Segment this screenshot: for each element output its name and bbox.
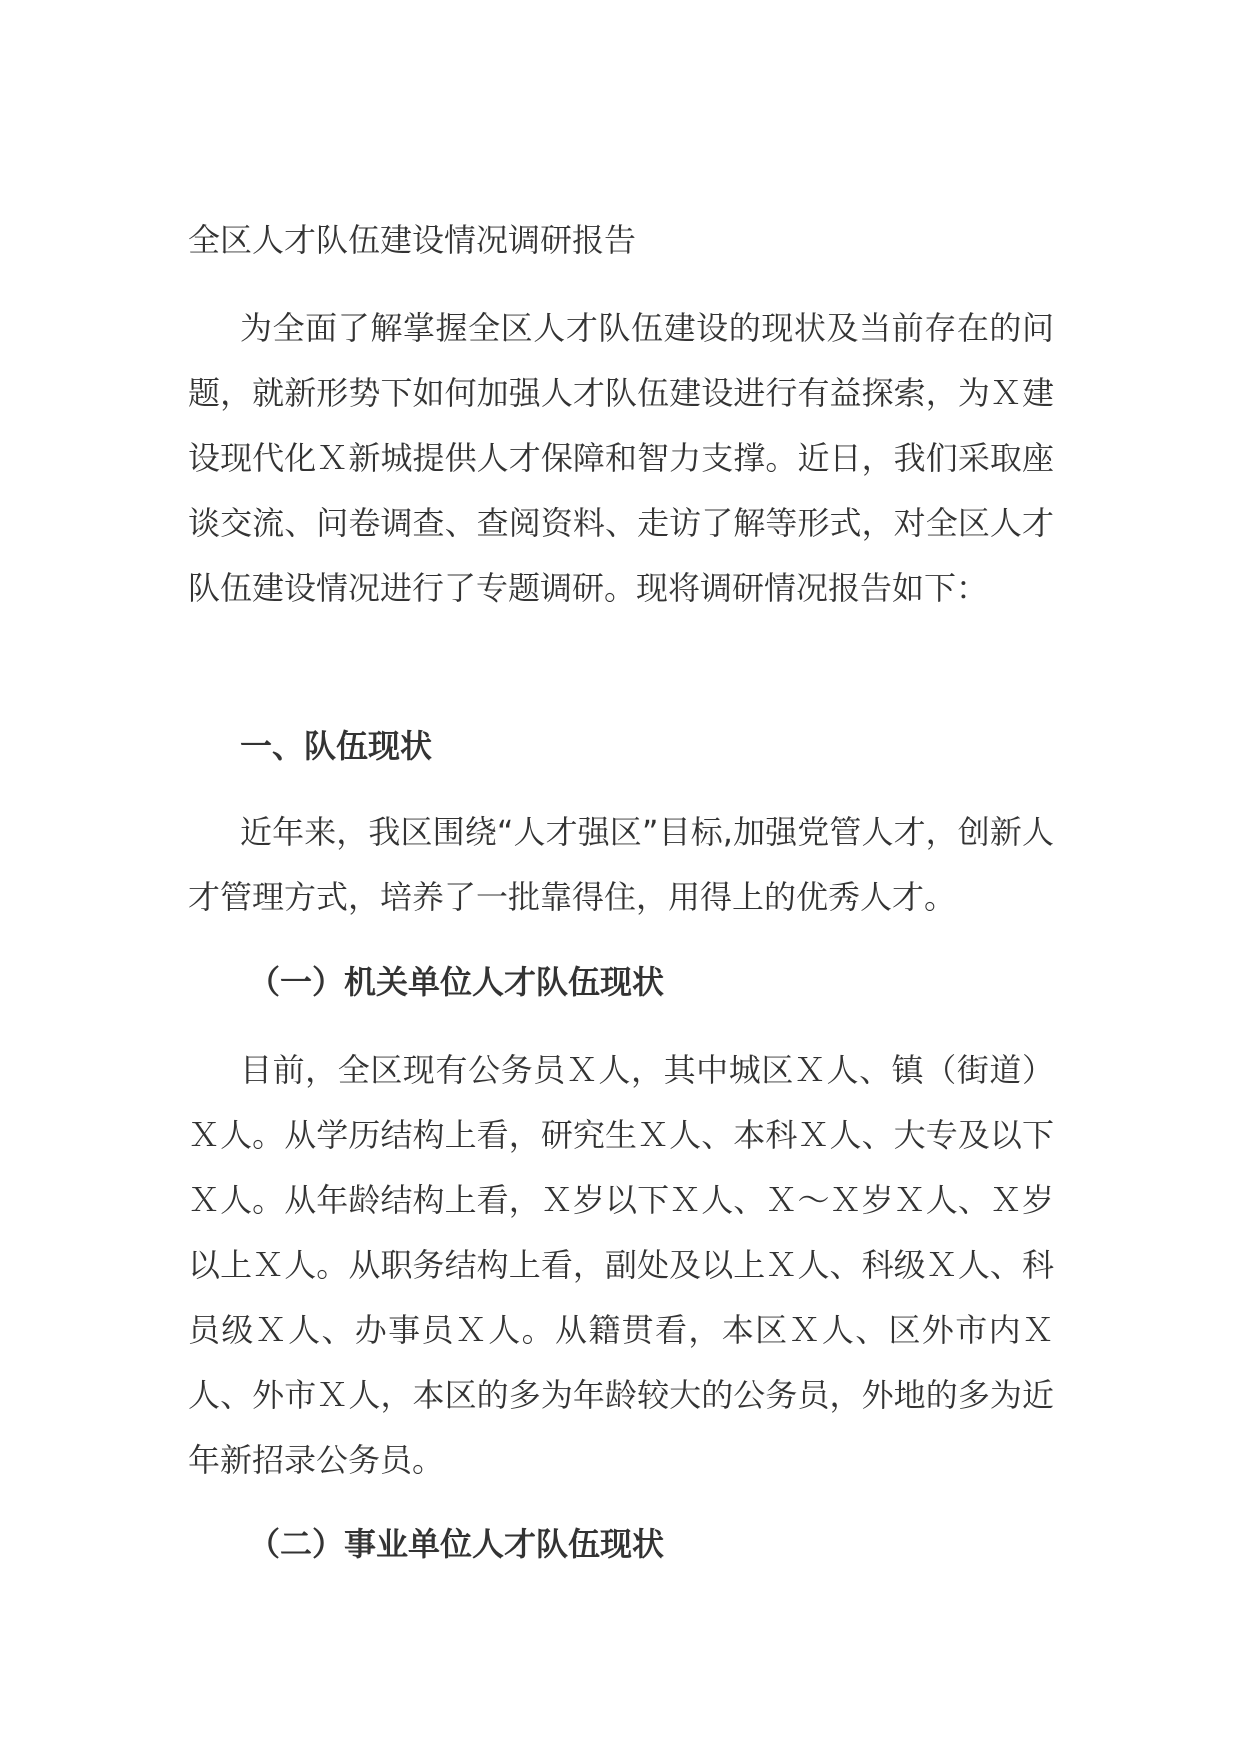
- subsection-paragraph-civil-servants: 目前，全区现有公务员Ｘ人，其中城区Ｘ人、镇（街道）Ｘ人。从学历结构上看，研究生Ｘ人、本科Ｘ人、大专及以下Ｘ人。从年龄结构上看，Ｘ岁以下Ｘ人、Ｘ～Ｘ岁Ｘ人、Ｘ岁以上Ｘ人。从职务结构上看，副处及以上Ｘ人、科级Ｘ人、科员级Ｘ人、办事员Ｘ人。从籍贯看，本区Ｘ人、区外市内Ｘ人、外市Ｘ人，本区的多为年龄较大的公务员，外地的多为近年新招录公务员。: [188, 1051, 1054, 1479]
- section-heading-team-status: 一、队伍现状: [240, 727, 433, 765]
- document-title: 全区人才队伍建设情况调研报告: [188, 221, 637, 259]
- subsection-heading-public-institutions: （二）事业单位人才队伍现状: [248, 1525, 665, 1563]
- subsection-heading-government-agencies: （一）机关单位人才队伍现状: [248, 963, 665, 1001]
- intro-paragraph: 为全面了解掌握全区人才队伍建设的现状及当前存在的问题，就新形势下如何加强人才队伍建设进行有益探索，为Ｘ建设现代化Ｘ新城提供人才保障和智力支撑。近日，我们采取座谈交流、问卷调查、查阅资料、走访了解等形式，对全区人才队伍建设情况进行了专题调研。现将调研情况报告如下：: [188, 309, 1054, 607]
- section-paragraph-overview: 近年来，我区围绕“人才强区”目标,加强党管人才，创新人才管理方式，培养了一批靠得住，用得上的优秀人才。: [188, 813, 1054, 916]
